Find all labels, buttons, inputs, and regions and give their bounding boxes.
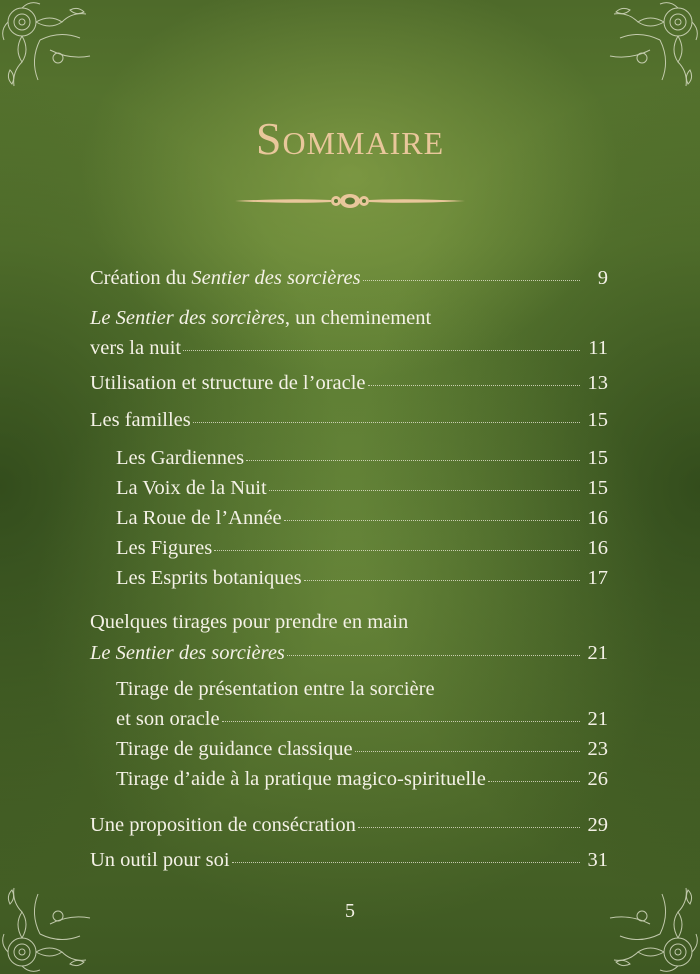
toc-entry-utilisation[interactable]	[90, 371, 608, 395]
leader-dots	[214, 549, 580, 551]
toc-entry-label: Création du Sentier des sorcières	[90, 267, 361, 289]
toc-entry-line1: Quelques tirages pour prendre en main	[90, 611, 409, 633]
page-number: 31	[587, 849, 608, 871]
toc-entry-gardiennes[interactable]	[116, 446, 608, 470]
toc-entry-label: Tirage d’aide à la pratique magico-spirituelle	[116, 768, 486, 790]
leader-dots	[246, 459, 580, 461]
page-number: 21	[587, 642, 608, 664]
toc-entry-tirage-aide[interactable]	[116, 767, 608, 791]
toc-entry-figures[interactable]	[116, 536, 608, 560]
toc-entry-consecration[interactable]	[90, 813, 608, 837]
page-number: 15	[587, 447, 608, 469]
page-number: 9	[597, 267, 608, 289]
leader-dots	[304, 579, 580, 581]
toc-entry-label: Les Esprits botaniques	[116, 567, 302, 589]
toc-entry-creation[interactable]	[90, 266, 608, 290]
page-number: 15	[587, 409, 608, 431]
toc-entry-familles[interactable]	[90, 408, 608, 432]
leader-dots	[368, 384, 580, 386]
toc-entry-label: Utilisation et structure de l’oracle	[90, 372, 366, 394]
page-number: 23	[587, 738, 608, 760]
page-number: 17	[587, 567, 608, 589]
page-number: 13	[587, 372, 608, 394]
page-title: Sommaire	[255, 113, 445, 164]
leader-dots	[363, 279, 580, 281]
toc-entry-label: Une proposition de consécration	[90, 814, 356, 836]
toc-entry-line1: Tirage de présentation entre la sorcière	[116, 678, 435, 700]
toc-entry-voix-nuit[interactable]	[116, 476, 608, 500]
toc-entry-label: La Roue de l’Année	[116, 507, 282, 529]
toc-entry-label: La Voix de la Nuit	[116, 477, 267, 499]
toc-entry-cheminement[interactable]	[90, 336, 608, 360]
leader-dots	[358, 826, 580, 828]
page-number: 29	[587, 814, 608, 836]
page-number: 26	[587, 768, 608, 790]
toc-entry-tirage-presentation[interactable]	[116, 707, 608, 731]
toc-entry-label: Les familles	[90, 409, 191, 431]
toc-entry-label: Tirage de guidance classique	[116, 738, 353, 760]
toc-entry-label: Un outil pour soi	[90, 849, 230, 871]
page-number: 11	[588, 337, 608, 359]
page-number: 16	[587, 537, 608, 559]
leader-dots	[232, 861, 580, 863]
leader-dots	[287, 654, 580, 656]
toc-entry-label: Le Sentier des sorcières	[90, 642, 285, 664]
toc-entry-label: Les Figures	[116, 537, 213, 559]
toc-entry-line1: Le Sentier des sorcières, un cheminement	[90, 307, 432, 329]
toc-entry-esprits[interactable]	[116, 566, 608, 590]
leader-dots	[222, 720, 580, 722]
leader-dots	[183, 349, 580, 351]
leader-dots	[193, 421, 580, 423]
toc-entry-roue-annee[interactable]	[116, 506, 608, 530]
page-number: 15	[587, 477, 608, 499]
leader-dots	[488, 780, 580, 782]
toc-entry-tirage-guidance[interactable]	[116, 737, 608, 761]
leader-dots	[284, 519, 580, 521]
page-number: 21	[587, 708, 608, 730]
page-folio: 5	[345, 900, 355, 922]
toc-entry-label: vers la nuit	[90, 337, 182, 359]
leader-dots	[355, 750, 580, 752]
toc-entry-tirages[interactable]	[90, 641, 608, 665]
leader-dots	[269, 489, 580, 491]
page-number: 16	[587, 507, 608, 529]
toc-entry-label: et son oracle	[116, 708, 220, 730]
toc-entry-outil[interactable]	[90, 848, 608, 872]
toc-entry-label: Les Gardiennes	[116, 447, 245, 469]
